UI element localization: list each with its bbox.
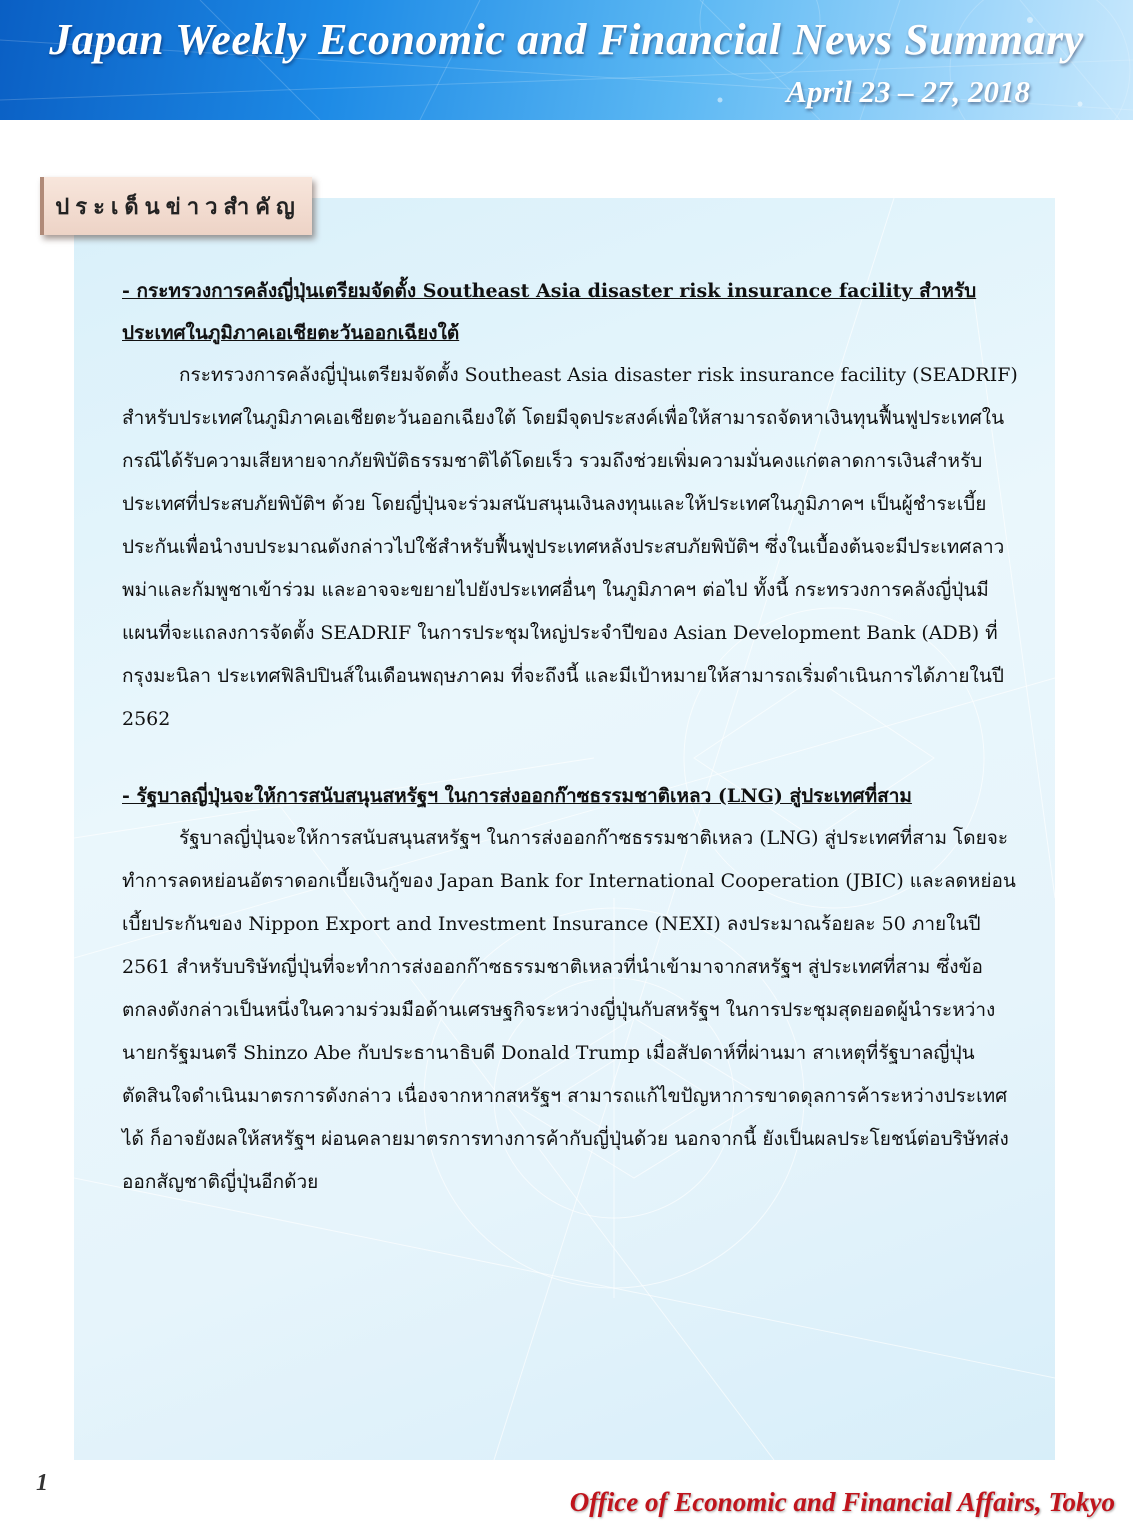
article-headline: - กระทรวงการคลังญี่ปุ่นเตรียมจัดตั้ง Southeast Asia disaster risk insurance facility สำหรับประเทศในภูมิภาคเอเชียตะวันออกเฉียงใต้ — [122, 280, 977, 344]
article-item — [122, 270, 1022, 741]
article-item — [122, 775, 1022, 1204]
article-body: รัฐบาลญี่ปุ่นจะให้การสนับสนุนสหรัฐฯ ในการส่งออกก๊าซธรรมชาติเหลว (LNG) สู่ประเทศที่สาม โดยจะทำการลดหย่อนอัตราดอกเบี้ยเงินกู้ของ Japan Bank for International Cooperation (JBIC) และลดหย่อนเบี้ยประกันของ Nippon Export and Investment Insurance (NEXI) ลงประมาณร้อยละ 50 ภายในปี 2561 สำหรับบริษัทญี่ปุ่นที่จะทำการส่งออกก๊าซธรรมชาติเหลวที่นำเข้ามาจากสหรัฐฯ สู่ประเทศที่สาม ซึ่งข้อตกลงดังกล่าวเป็นหนึ่งในความร่วมมือด้านเศรษฐกิจระหว่างญี่ปุ่นกับสหรัฐฯ ในการประชุมสุดยอดผู้นำระหว่างนายกรัฐมนตรี Shinzo Abe กับประธานาธิบดี Donald Trump เมื่อสัปดาห์ที่ผ่านมา สาเหตุที่รัฐบาลญี่ปุ่นตัดสินใจดำเนินมาตรการดังกล่าว เนื่องจากหากสหรัฐฯ สามารถแก้ไขปัญหาการขาดดุลการค้าระหว่างประเทศได้ ก็อาจยังผลให้สหรัฐฯ ผ่อนคลายมาตรการทางการค้ากับญี่ปุ่นด้วย นอกจากนี้ ยังเป็นผลประโยชน์ต่อบริษัทส่งออกสัญชาติญี่ปุ่นอีกด้วย — [122, 827, 1016, 1193]
report-title: Japan Weekly Economic and Financial News Summary — [49, 15, 1084, 64]
article-list — [122, 270, 1022, 1238]
header-banner — [0, 0, 1133, 120]
page-number: 1 — [36, 1470, 48, 1496]
article-body: กระทรวงการคลังญี่ปุ่นเตรียมจัดตั้ง Southeast Asia disaster risk insurance facility (SEADRIF) สำหรับประเทศในภูมิภาคเอเชียตะวันออกเฉียงใต้ โดยมีจุดประสงค์เพื่อให้สามารถจัดหาเงินทุนฟื้นฟูประเทศในกรณีได้รับความเสียหายจากภัยพิบัติธรรมชาติได้โดยเร็ว รวมถึงช่วยเพิ่มความมั่นคงแก่ตลาดการเงินสำหรับประเทศที่ประสบภัยพิบัติฯ ด้วย โดยญี่ปุ่นจะร่วมสนับสนุนเงินลงทุนและให้ประเทศในภูมิภาคฯ เป็นผู้ชำระเบี้ยประกันเพื่อนำงบประมาณดังกล่าวไปใช้สำหรับฟื้นฟูประเทศหลังประสบภัยพิบัติฯ ซึ่งในเบื้องต้นจะมีประเทศลาว พม่าและกัมพูชาเข้าร่วม และอาจจะขยายไปยังประเทศอื่นๆ ในภูมิภาคฯ ต่อไป ทั้งนี้ กระทรวงการคลังญี่ปุ่นมีแผนที่จะแถลงการจัดตั้ง SEADRIF ในการประชุมใหญ่ประจำปีของ Asian Development Bank (ADB) ที่กรุงมะนิลา ประเทศฟิลิปปินส์ในเดือนพฤษภาคม ที่จะถึงนี้ และมีเป้าหมายให้สามารถเริ่มดำเนินการได้ภายในปี 2562 — [122, 364, 1018, 730]
article-headline: - รัฐบาลญี่ปุ่นจะให้การสนับสนุนสหรัฐฯ ในการส่งออกก๊าซธรรมชาติเหลว (LNG) สู่ประเทศที่สาม — [122, 785, 912, 807]
footer-office-name: Office of Economic and Financial Affairs, Tokyo — [569, 1487, 1115, 1517]
report-date-range: April 23 – 27, 2018 — [786, 74, 1030, 109]
section-label-tab: ประเด็นข่าวสำคัญ — [40, 177, 312, 235]
